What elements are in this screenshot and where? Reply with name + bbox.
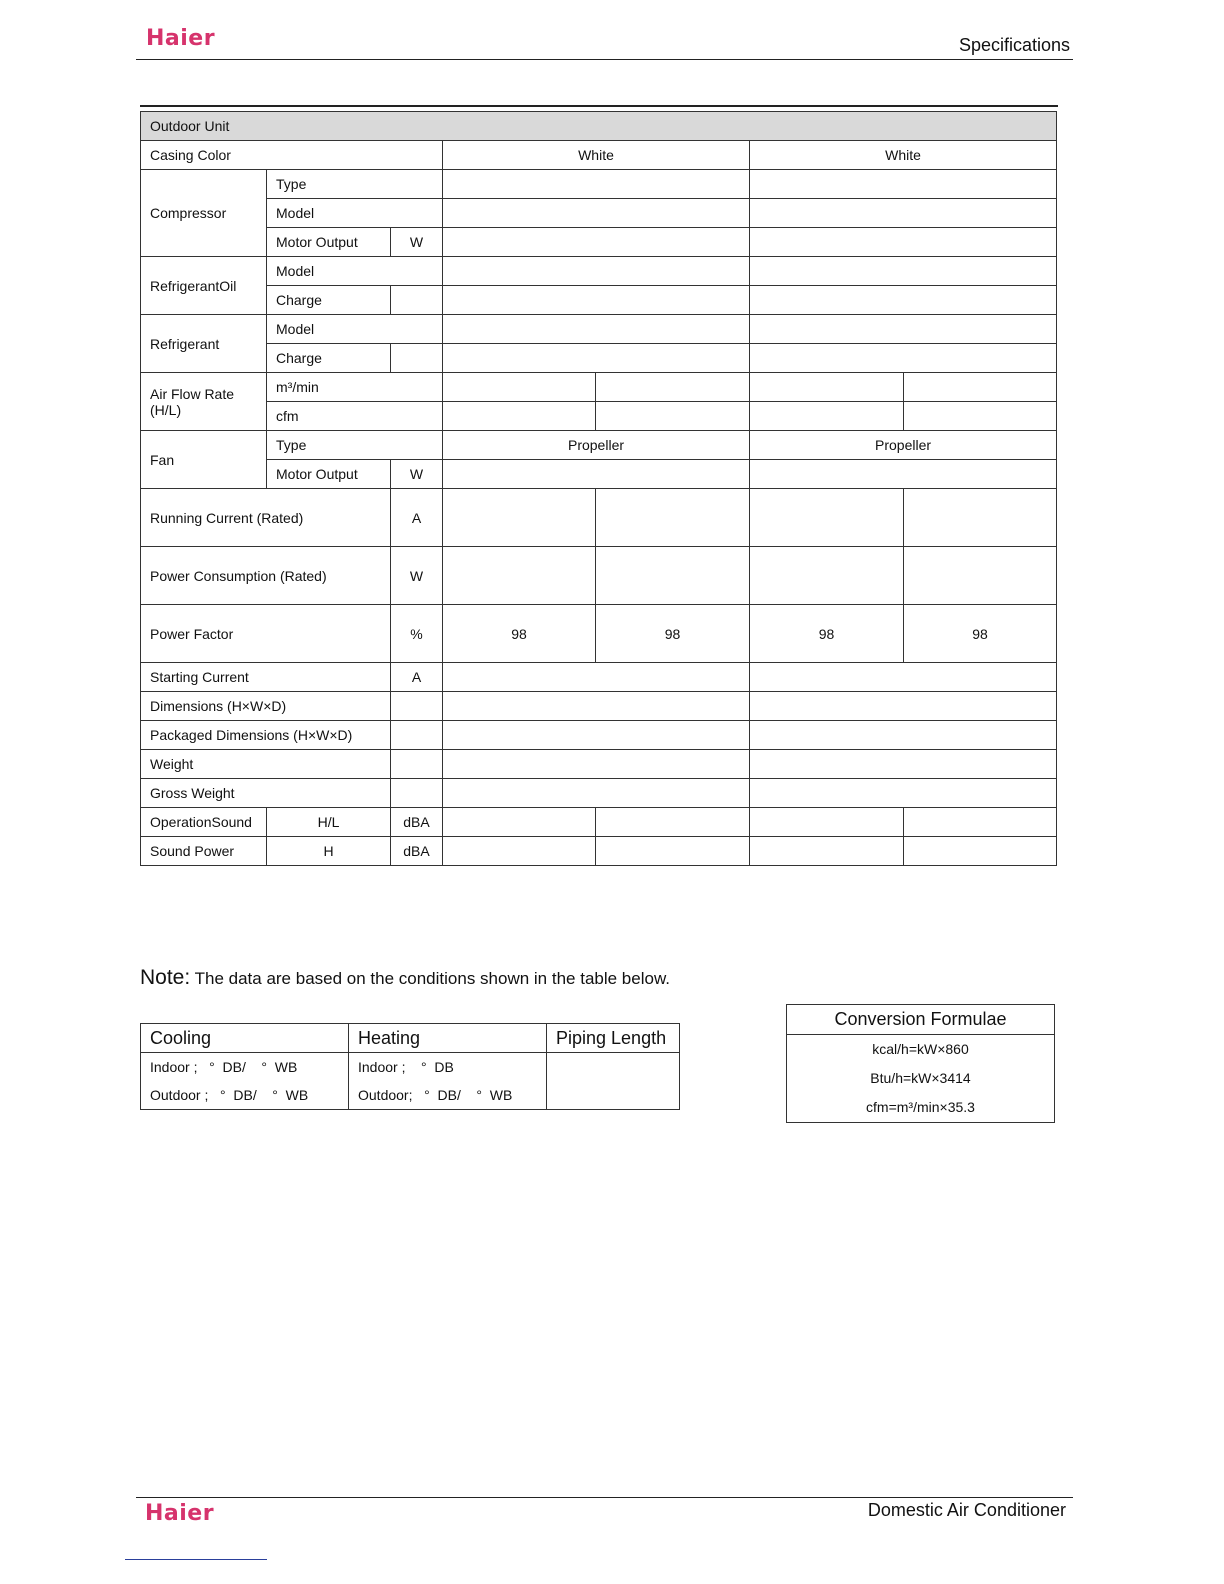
refrigerant-oil-model-label: Model [267,257,443,286]
casing-color-label: Casing Color [141,141,443,170]
value-cell [596,808,750,837]
table-row [141,808,1057,837]
value-cell [750,402,904,431]
value-cell [750,344,1057,373]
value-cell [750,547,904,605]
value-cell [750,489,904,547]
conditions-header-row [141,1024,680,1053]
value-cell [904,402,1057,431]
heating-outdoor: Outdoor; ° DB/ ° WB [349,1081,547,1110]
piping-length-value [547,1081,680,1110]
power-factor-value: 98 [904,605,1057,663]
dimensions-label: Dimensions (H×W×D) [141,692,391,721]
footer-rule [136,1497,1073,1498]
table-row [141,489,1057,547]
footer-accent-rule [125,1559,267,1560]
value-cell [443,837,596,866]
value-cell [443,547,596,605]
value-cell [750,170,1057,199]
note-prefix: Note: [140,966,191,989]
table-row [141,141,1057,170]
value-cell [904,373,1057,402]
value-cell [750,779,1057,808]
table-row [141,431,1057,460]
packaged-dimensions-label: Packaged Dimensions (H×W×D) [141,721,391,750]
table-row [141,228,1057,257]
heating-header: Heating [349,1024,547,1053]
header-rule [136,59,1073,60]
note-text [140,966,670,990]
value-cell [750,808,904,837]
value-cell [750,750,1057,779]
unit-cell [391,344,443,373]
value-cell [443,460,750,489]
table-row [141,750,1057,779]
table-row [141,286,1057,315]
conversion-formulae-box [786,1004,1055,1123]
value-cell [904,547,1057,605]
value-cell [750,315,1057,344]
table-row [141,547,1057,605]
refrigerant-model-label: Model [267,315,443,344]
compressor-type-label: Type [267,170,443,199]
value-cell [750,228,1057,257]
casing-color-value: White [443,141,750,170]
value-cell [443,170,750,199]
unit-cell [391,750,443,779]
table-row [141,837,1057,866]
operation-sound-label: OperationSound [141,808,267,837]
conversion-line: cfm=m³/min×35.3 [866,1099,975,1115]
fan-label: Fan [141,431,267,489]
heating-indoor: Indoor ; ° DB [349,1053,547,1082]
value-cell [443,489,596,547]
power-factor-value: 98 [750,605,904,663]
outdoor-unit-spec-table [140,111,1057,866]
unit-cell: W [391,228,443,257]
value-cell [750,373,904,402]
table-row [141,460,1057,489]
conversion-line: kcal/h=kW×860 [872,1041,969,1057]
refrigerant-charge-label: Charge [267,344,391,373]
value-cell [596,402,750,431]
value-cell [596,373,750,402]
table-row [141,1081,680,1110]
air-flow-unit-cfm: cfm [267,402,443,431]
value-cell [750,721,1057,750]
piping-length-value [547,1053,680,1082]
footer-logo: Haier [145,1501,215,1526]
value-cell [443,692,750,721]
table-row [141,692,1057,721]
table-row [141,605,1057,663]
air-flow-rate-label-line1: Air Flow Rate [150,385,235,402]
value-cell [443,663,750,692]
value-cell [443,344,750,373]
sound-power-mode: H [267,837,391,866]
air-flow-rate-label [141,373,267,431]
unit-cell: W [391,547,443,605]
page-section-title: Specifications [958,35,1070,55]
value-cell [443,257,750,286]
table-top-rule [140,105,1058,107]
running-current-label: Running Current (Rated) [141,489,391,547]
unit-cell: A [391,489,443,547]
air-flow-unit-m3min: m³/min [267,373,443,402]
unit-cell: % [391,605,443,663]
fan-type-value: Propeller [443,431,750,460]
conversion-title: Conversion Formulae [787,1005,1054,1035]
value-cell [750,286,1057,315]
table-row [141,199,1057,228]
table-row [141,402,1057,431]
unit-cell: dBA [391,808,443,837]
table-row [141,663,1057,692]
header-logo: Haier [146,26,216,51]
value-cell [443,779,750,808]
value-cell [750,257,1057,286]
power-factor-value: 98 [596,605,750,663]
fan-type-label: Type [267,431,443,460]
table-heading: Outdoor Unit [141,112,1057,141]
value-cell [750,692,1057,721]
starting-current-label: Starting Current [141,663,391,692]
unit-cell [391,692,443,721]
weight-label: Weight [141,750,391,779]
cooling-outdoor: Outdoor ; ° DB/ ° WB [141,1081,349,1110]
fan-type-value: Propeller [750,431,1057,460]
refrigerant-oil-charge-label: Charge [267,286,391,315]
value-cell [443,286,750,315]
value-cell [904,808,1057,837]
value-cell [750,460,1057,489]
value-cell [443,721,750,750]
value-cell [596,837,750,866]
table-row [141,779,1057,808]
unit-cell: W [391,460,443,489]
casing-color-value: White [750,141,1057,170]
table-row [141,1053,680,1082]
unit-cell [391,286,443,315]
value-cell [750,837,904,866]
power-consumption-label: Power Consumption (Rated) [141,547,391,605]
sound-power-label: Sound Power [141,837,267,866]
air-flow-rate-label-line2: (H/L) [150,401,182,418]
footer-title: Domestic Air Conditioner [867,1500,1066,1520]
conditions-table [140,1023,680,1110]
table-row [141,257,1057,286]
gross-weight-label: Gross Weight [141,779,391,808]
cooling-header: Cooling [141,1024,349,1053]
refrigerant-oil-label: RefrigerantOil [141,257,267,315]
value-cell [443,373,596,402]
value-cell [443,808,596,837]
value-cell [750,663,1057,692]
note-body: The data are based on the conditions shown in the table below. [190,969,671,988]
unit-cell [391,721,443,750]
fan-motor-output-label: Motor Output [267,460,391,489]
table-row [141,373,1057,402]
compressor-model-label: Model [267,199,443,228]
table-heading-row [141,112,1057,141]
value-cell [443,199,750,228]
value-cell [443,750,750,779]
value-cell [596,489,750,547]
value-cell [596,547,750,605]
compressor-label: Compressor [141,170,267,257]
table-row [141,315,1057,344]
value-cell [904,837,1057,866]
power-factor-label: Power Factor [141,605,391,663]
conversion-line: Btu/h=kW×3414 [870,1070,971,1086]
value-cell [443,228,750,257]
cooling-indoor: Indoor ; ° DB/ ° WB [141,1053,349,1082]
operation-sound-mode: H/L [267,808,391,837]
table-row [141,344,1057,373]
table-row [141,721,1057,750]
value-cell [904,489,1057,547]
table-row [141,170,1057,199]
unit-cell [391,779,443,808]
unit-cell: dBA [391,837,443,866]
unit-cell: A [391,663,443,692]
piping-length-header: Piping Length [547,1024,680,1053]
refrigerant-label: Refrigerant [141,315,267,373]
value-cell [750,199,1057,228]
power-factor-value: 98 [443,605,596,663]
value-cell [443,315,750,344]
compressor-motor-output-label: Motor Output [267,228,391,257]
value-cell [443,402,596,431]
